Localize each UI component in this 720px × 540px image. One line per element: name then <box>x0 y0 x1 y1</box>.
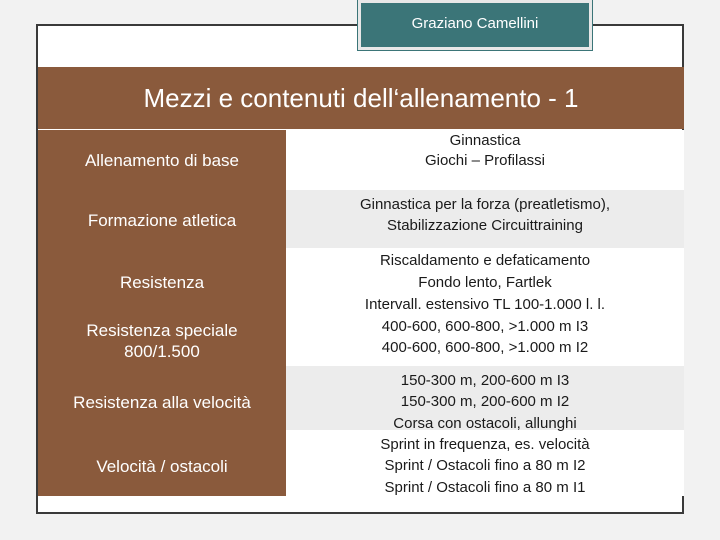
right-column <box>286 130 684 496</box>
left-item-allenamento-di-base <box>38 150 286 171</box>
left-column <box>38 130 286 496</box>
left-item-resistenza <box>38 272 286 293</box>
right-line: Sprint / Ostacoli fino a 80 m I2 <box>384 457 586 474</box>
left-item-line: Allenamento di base <box>84 151 240 170</box>
right-line: Fondo lento, Fartlek <box>418 274 552 291</box>
author-label: Graziano Camellini <box>358 0 592 50</box>
left-item-line: Resistenza <box>119 273 205 292</box>
right-line: Sprint / Ostacoli fino a 80 m I1 <box>384 479 586 496</box>
right-line: Riscaldamento e defaticamento <box>379 252 591 269</box>
right-line: Ginnastica per la forza (preatletismo), <box>359 196 611 213</box>
right-line: 150-300 m, 200-600 m I3 <box>400 372 570 389</box>
left-item-resistenza-alla-velocita <box>38 392 286 413</box>
slide-title: Mezzi e contenuti dell‘allenamento - 1 <box>38 67 684 129</box>
right-line: 400-600, 600-800, >1.000 m I3 <box>381 318 589 335</box>
left-item-line: 800/1.500 <box>124 342 200 361</box>
right-line: 400-600, 600-800, >1.000 m I2 <box>381 339 589 356</box>
left-item-line: Velocità / ostacoli <box>96 457 228 476</box>
left-item-formazione-atletica <box>38 210 286 231</box>
right-line: Intervall. estensivo TL 100-1.000 l. l. <box>364 296 606 313</box>
right-line: Sprint in frequenza, es. velocità <box>380 436 590 453</box>
right-line: Stabilizzazione Circuittraining <box>387 217 583 234</box>
left-item-resistenza-speciale <box>38 320 286 362</box>
left-item-line: Resistenza alla velocità <box>73 393 251 412</box>
right-line: Giochi – Profilassi <box>424 152 546 169</box>
right-line: 150-300 m, 200-600 m I2 <box>400 393 570 410</box>
left-item-velocita-ostacoli <box>38 456 286 477</box>
right-line: Ginnastica <box>449 132 521 149</box>
left-item-line: Formazione atletica <box>87 211 237 230</box>
left-item-line: Resistenza speciale <box>86 321 238 340</box>
right-line: Corsa con ostacoli, allunghi <box>393 415 577 432</box>
